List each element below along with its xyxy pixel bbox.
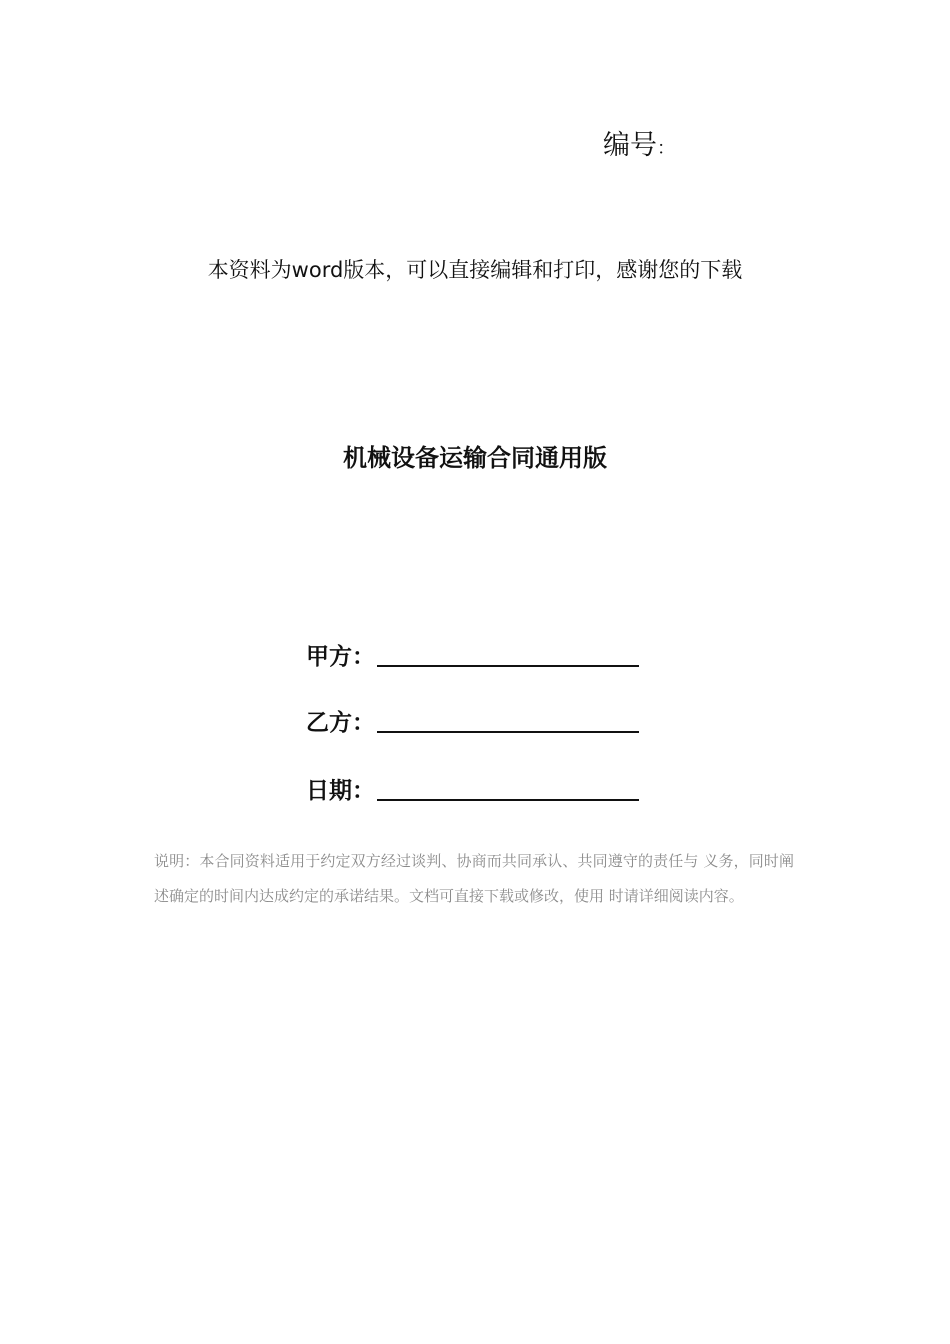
date-label: 日期：	[306, 778, 375, 804]
party-b-blank-line[interactable]	[377, 730, 639, 733]
date-field	[306, 771, 639, 807]
party-b-field	[306, 703, 639, 739]
document-number	[603, 128, 675, 167]
document-number-label: 编号	[603, 130, 657, 161]
party-b-label: 乙方：	[306, 710, 375, 736]
download-notice: 本资料为word版本，可以直接编辑和打印，感谢您的下载	[207, 258, 743, 282]
date-blank-line[interactable]	[377, 798, 639, 801]
party-a-field	[306, 637, 639, 673]
document-number-colon: ：	[657, 138, 675, 159]
party-a-label: 甲方：	[306, 644, 375, 670]
party-a-blank-line[interactable]	[377, 664, 639, 667]
usage-note: 说明：本合同资料适用于约定双方经过谈判、协商而共同承认、共同遵守的责任与 义务，同时阐述确定的时间内达成约定的承诺结果。文档可直接下载或修改，使用 时请详细阅读内容。	[154, 852, 794, 905]
document-title: 机械设备运输合同通用版	[343, 444, 607, 472]
